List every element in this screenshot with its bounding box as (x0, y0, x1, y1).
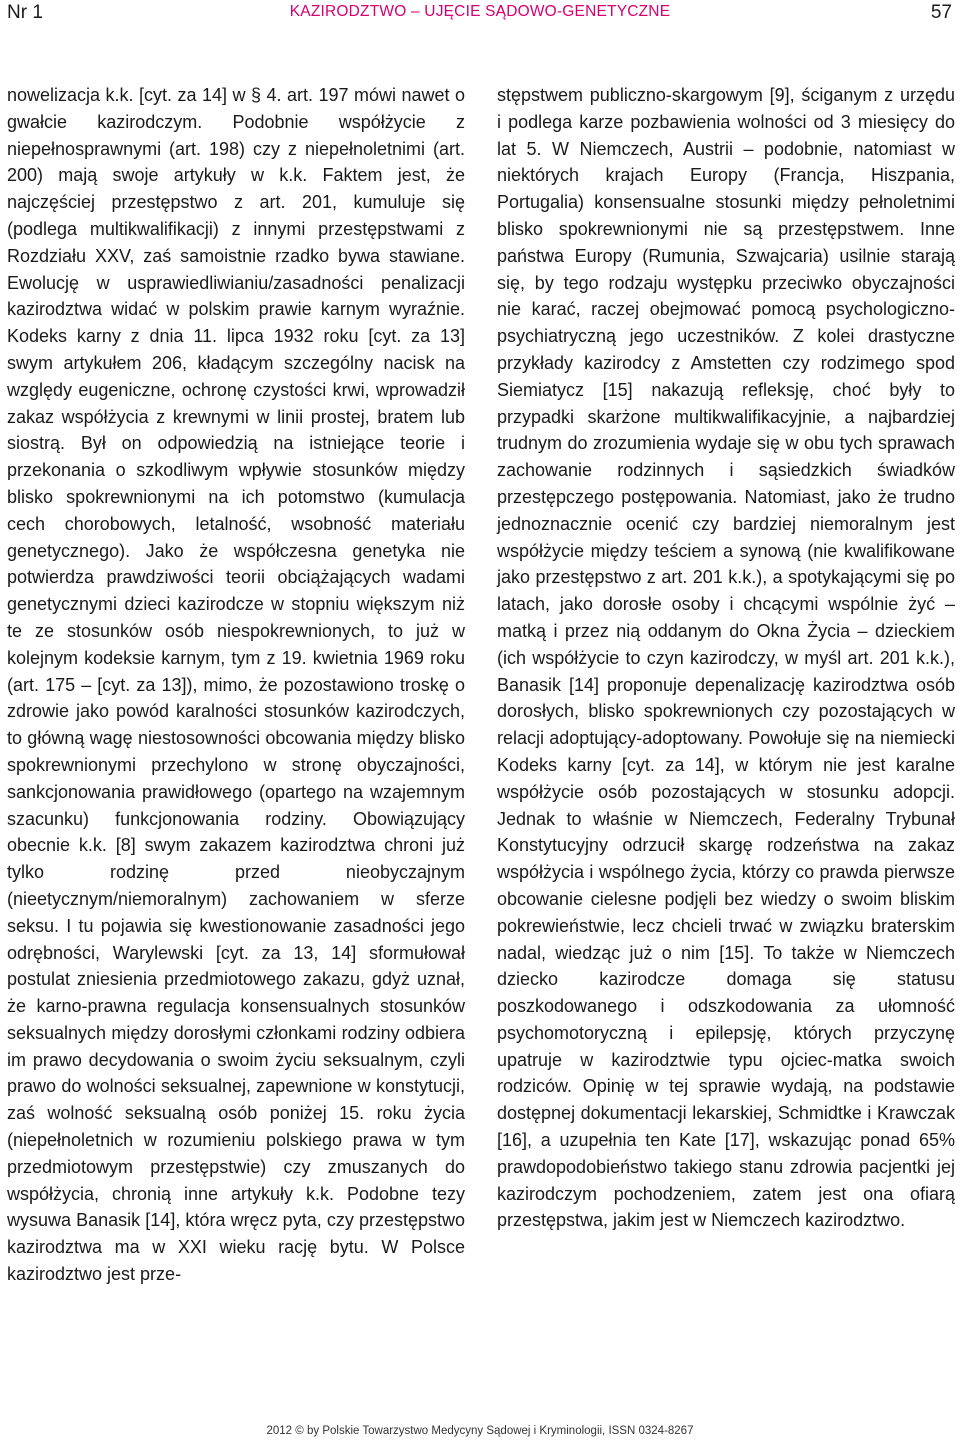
text-column-left: nowelizacja k.k. [cyt. za 14] w § 4. art. 197 mówi nawet o gwałcie kazirodczym. Podobnie współżycie z niepełnosprawnymi (art. 198) czy z niepełnoletnimi (art. 200) mają swoje artykuły w k.k. Faktem jest, że najczęściej przestępstwo z art. 201, kumuluje się (podlega multikwalifikacji) z innymi przestępstwami z Rozdziału XXV, zaś samoistnie rzadko bywa stawiane. Ewolucję w usprawiedliwianiu/zasadności penalizacji kazirodztwa widać w polskim prawie karnym wyraźnie. Kodeks karny z dnia 11. lipca 1932 roku [cyt. za 13] swym artykułem 206, kładącym szczególny nacisk na względy eugeniczne, ochronę czystości krwi, wprowadził zakaz współżycia z krewnymi w linii prostej, bratem lub siostrą. Był on odpowiedzią na istniejące teorie i przekonania o szkodliwym wpływie stosunków między blisko spokrewnionymi na ich potomstwo (kumulacja cech chorobowych, letalność, wsobność materiału genetycznego). Jako że współczesna genetyka nie potwierdza prawdziwości teorii obciążających wadami genetycznymi dzieci kazirodcze w stopniu większym niż te ze stosunków osób niespokrewnionych, to już w kolejnym kodeksie karnym, tym z 19. kwietnia 1969 roku (art. 175 – [cyt. za 13]), mimo, że pozostawiono troskę o zdrowie jako powód karalności stosunków kazirodczych, to główną wagę niestosowności obcowania między blisko spokrewnionymi przechylono w stronę obyczajności, sankcjonowania prawidłowego (opartego na wzajemnym szacunku) funkcjonowania rodziny. Obowiązujący obecnie k.k. [8] swym zakazem kazirodztwa chroni już tylko rodzinę przed nieobyczajnym (nieetycznym/niemoralnym) zachowaniem w sferze seksu. I tu pojawia się kwestionowanie zasadności jego odrębności, Warylewski [cyt. za 13, 14] sformułował postulat zniesienia przedmiotowego zakazu, gdyż uznał, że karno-prawna regulacja konsensualnych stosunków seksualnych między dorosłymi członkami rodziny odbiera im prawo decydowania o swoim życiu seksualnym, czyli prawo do wolności seksualnej, zapewnione w konstytucji, zaś wolność seksualną osób poniżej 15. roku życia (niepełnoletnich w rozumieniu polskiego prawa w tym przedmiotowym przestępstwie) czy zmuszanych do współżycia, chronią inne artykuły k.k. Podobne tezy wysuwa Banasik [14], która wręcz pyta, czy przestępstwo kazirodztwa ma w XXI wieku rację bytu. W Polsce kazirodztwo jest prze- (7, 85, 465, 1285)
page-number: 57 (930, 2, 952, 23)
running-header (0, 0, 960, 36)
footer-publisher: by Polskie Towarzystwo Medycyny Sądowej i Kryminologii, ISSN 0324-8267 (306, 1425, 694, 1437)
article-running-title: KAZIRODZTWO – UJĘCIE SĄDOWO-GENETYCZNE (289, 3, 671, 20)
footer-year: 2012 (266, 1425, 293, 1437)
text-column-right: stępstwem publiczno-skargowym [9], ściganym z urzędu i podlega karze pozbawienia wolności od 3 miesięcy do lat 5. W Niemczech, Austrii – podobnie, natomiast w niektórych krajach Europy (Francja, Hiszpania, Portugalia) konsensualne stosunki między pełnoletnimi blisko spokrewnionymi nie są przestępstwem. Inne państwa Europy (Rumunia, Szwajcaria) usilnie starają się, by tego rodzaju występku przeciwko obyczajności nie karać, raczej obejmować pomocą psychologiczno-psychiatryczną jego uczestników. Z kolei drastyczne przykłady kazirodcy z Amstetten czy rodzimego spod Siemiatycz [15] nakazują refleksję, choć były to przypadki skarżone multikwalifikacyjnie, a najbardziej trudnym do zrozumienia wydaje się w obu tych sprawach zachowanie rodzinnych i sąsiedzkich świadków przestępczego postępowania. Natomiast, jako że trudno jednoznacznie ocenić czy bardziej niemoralnym jest współżycie między teściem a synową (nie kwalifikowane jako przestępstwo z art. 201 k.k.), a spotykającymi się po latach, jako dorosłe osoby i chcącymi wspólnie żyć – matką i przez nią oddanym do Okna Życia – dzieckiem (ich współżycie to czyn kazirodczy, w myśl art. 201 k.k.), Banasik [14] proponuje depenalizację kazirodztwa osób dorosłych, blisko spokrewnionych czy pozostających w relacji adoptujący-adoptowany. Powołuje się na niemiecki Kodeks karny [cyt. za 14], w którym nie jest karalne współżycie osób pozostających w stosunku adopcji. Jednak to właśnie w Niemczech, Federalny Trybunał Konstytucyjny odrzucił skargę rodzeństwa na zakaz współżycia i wspólnego życia, którzy co prawda pierwsze obcowanie cielesne podjęli bez wiedzy o swoim bliskim pokrewieństwie, lecz chcieli trwać w związku braterskim nadal, wiedząc już o nim [15]. To także w Niemczech dziecko kazirodcze domaga się statusu poszkodowanego i odszkodowania za ułomność psychomotoryczną i epilepsję, których przyczynę upatruje w kazirodztwie typu ojciec-matka swoich rodziców. Opinię w tej sprawie wydają, na podstawie dostępnej dokumentacji lekarskiej, Schmidtke i Krawczak [16], a uzupełnia ten Kate [17], wskazując ponad 65% prawdopodobieństwo takiego stanu zdrowia pacjentki jej kazirodczym pochodzeniem, zatem jest ona ofiarą przestępstwa, jakim jest w Niemczech kazirodztwo. (497, 85, 955, 1231)
page-footer (0, 1425, 960, 1437)
issue-number: Nr 1 (7, 2, 43, 23)
copyright-symbol: © (295, 1425, 304, 1437)
